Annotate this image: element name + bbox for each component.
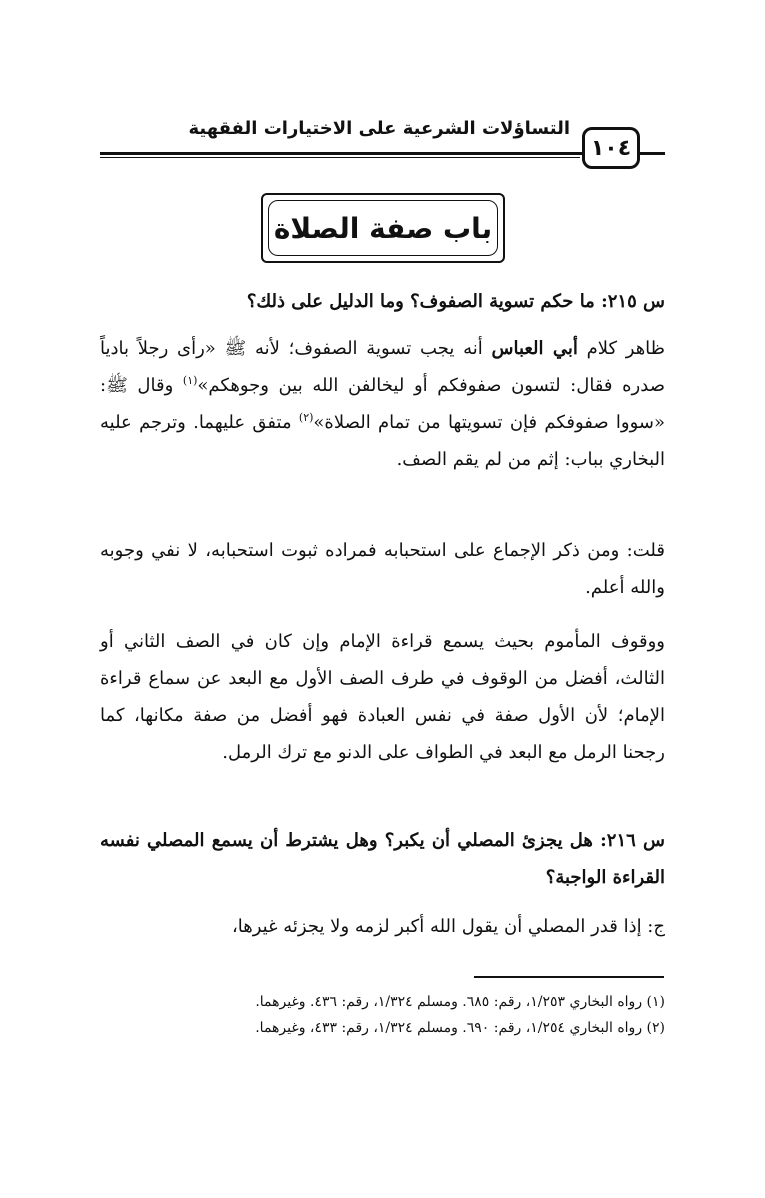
scholar-name: أبي العباس bbox=[491, 338, 578, 359]
page-number-text: ١٠٤ bbox=[590, 135, 632, 161]
footnote-2: (٢) رواه البخاري ١/٢٥٤، رقم: ٦٩٠. ومسلم ١/٣٢٤، رقم: ٤٣٣، وغيرهما. bbox=[255, 1020, 665, 1036]
page-number bbox=[582, 127, 640, 169]
chapter-title-inner-frame bbox=[268, 200, 498, 256]
chapter-title: باب صفة الصلاة bbox=[273, 211, 493, 245]
answer-215-paragraph-1 bbox=[100, 330, 665, 478]
answer-215-paragraph-2 bbox=[100, 532, 665, 606]
chapter-title-frame bbox=[261, 193, 505, 263]
running-title: التساؤلات الشرعية على الاختيارات الفقهية bbox=[188, 118, 570, 139]
answer-text-part: ظاهر كلام bbox=[577, 338, 665, 359]
answer-216 bbox=[100, 908, 665, 945]
answer-text-part: متفق عليهما. وترجم عليه البخاري بباب: إثم من لم يقم الصف. bbox=[100, 412, 665, 470]
answer-215-text bbox=[100, 330, 665, 478]
footnote-marker-1: (١) bbox=[182, 374, 198, 387]
header-rule-thin bbox=[100, 157, 580, 158]
answer-text-part: أنه يجب تسوية الصفوف؛ لأنه ﷺ «رأى رجلاً بادياً صدره فقال: لتسون صفوفكم أو ليخالفن الله بين وجوهكم» bbox=[100, 338, 665, 396]
question-215 bbox=[100, 283, 665, 320]
answer-215-note: قلت: ومن ذكر الإجماع على استحبابه فمراده ثبوت استحبابه، لا نفي وجوبه والله أعلم. bbox=[100, 540, 665, 598]
question-215-text: س ٢١٥: ما حكم تسوية الصفوف؟ وما الدليل على ذلك؟ bbox=[246, 291, 665, 312]
footnote-marker-2: (٢) bbox=[298, 411, 314, 424]
answer-216-text: ج: إذا قدر المصلي أن يقول الله أكبر لزمه ولا يجزئه غيرها، bbox=[231, 916, 665, 937]
question-216 bbox=[100, 822, 665, 896]
question-216-text: س ٢١٦: هل يجزئ المصلي أن يكبر؟ وهل يشترط أن يسمع المصلي نفسه القراءة الواجبة؟ bbox=[100, 830, 665, 888]
footnote-1: (١) رواه البخاري ١/٢٥٣، رقم: ٦٨٥. ومسلم ١/٣٢٤، رقم: ٤٣٦. وغيرهما. bbox=[255, 994, 665, 1010]
footnote-separator bbox=[474, 976, 664, 978]
answer-215-continuation: ووقوف المأموم بحيث يسمع قراءة الإمام وإن كان في الصف الثاني أو الثالث، أفضل من الوقوف في طرف الصف الأول مع البعد عن سماع قراءة الإمام؛ لأن الأول صفة في نفس العبادة فهو أفضل من صفة مكانها، كما رجحنا الرمل مع البعد في الطواف على الدنو مع ترك الرمل. bbox=[100, 631, 665, 763]
answer-215-paragraph-3 bbox=[100, 623, 665, 771]
header-rule bbox=[100, 152, 665, 155]
answer-text-part: وقال ﷺ: «سووا صفوفكم فإن تسويتها من تمام الصلاة» bbox=[100, 375, 665, 433]
